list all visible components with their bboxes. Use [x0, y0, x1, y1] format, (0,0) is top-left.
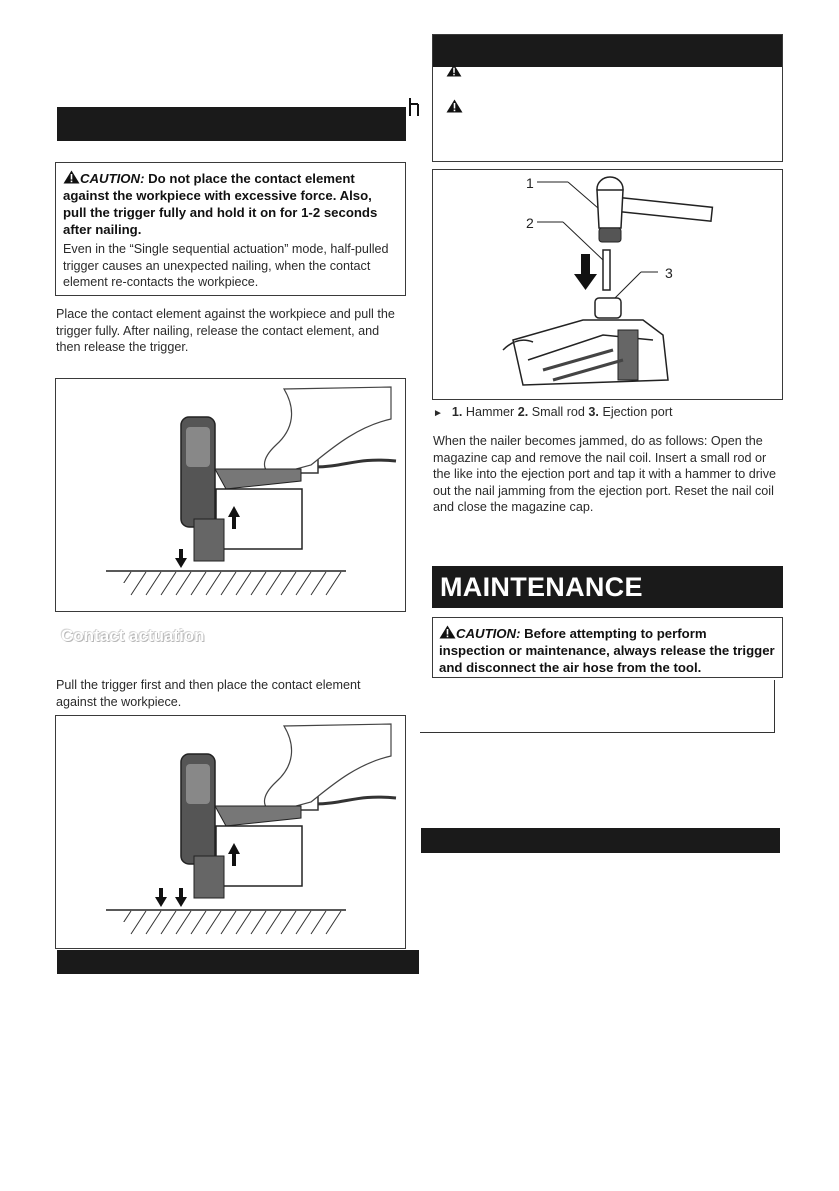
down-arrow-icon [175, 549, 187, 568]
left-bottom-header-bar [57, 950, 419, 974]
left-section-header-bar [57, 107, 406, 141]
callout-1: 1 [526, 175, 534, 191]
section-heading-contact-actuation: Contact actuation [61, 626, 205, 645]
paragraph-jam-clearing: When the nailer becomes jammed, do as follows: Open the magazine cap and remove the nail coil. Insert a small rod or the like into the ejection port and tap it with a hammer to drive out the nail jamming from the ejection port. Reset the nail coil and close the magazine cap. [433, 434, 777, 514]
right-warning-header-bar [433, 35, 782, 67]
caption-ejection-port: Ejection port [602, 405, 673, 419]
caution-text: Do not place the contact element against the workpiece with excessive force. Also, pull the trigger fully and hold it on for 1-2 seconds after nailing. [63, 171, 378, 237]
callout-2: 2 [526, 215, 534, 231]
caption-number-1: 1. [451, 405, 463, 419]
caution-word: CAUTION: [456, 626, 521, 641]
stray-mark [407, 96, 421, 118]
caption-hammer: Hammer [465, 405, 515, 419]
caption-number-2: 2. [517, 405, 529, 419]
figure-jam-clearing [432, 169, 783, 400]
paragraph-single-actuation: Place the contact element against the workpiece and pull the trigger fully. After nailing, release the contact element, and then release the trigger. [56, 307, 395, 354]
caption-arrow-icon: ► [433, 408, 443, 419]
nailer-illustration-2 [56, 716, 405, 948]
callout-3: 3 [665, 265, 673, 281]
empty-frame [420, 680, 775, 733]
right-caution-box [432, 617, 783, 678]
caution-word: CAUTION: [80, 171, 145, 186]
maintenance-heading [432, 566, 783, 608]
warning-icon [63, 170, 80, 184]
left-caution-box [55, 162, 406, 296]
right-warning-box [432, 34, 783, 162]
maintenance-heading-text: MAINTENANCE [440, 572, 643, 602]
caption-small-rod: Small rod [531, 405, 585, 419]
caution-title [63, 170, 398, 238]
warning-icon [439, 625, 456, 639]
figure-contact-actuation [55, 715, 406, 949]
nailer-illustration [56, 379, 405, 611]
warning-icon [446, 99, 463, 113]
warning-icon [446, 64, 462, 77]
right-bottom-header-bar [421, 828, 780, 853]
hammer-illustration [433, 170, 782, 399]
caution-text: Before attempting to perform inspection or maintenance, always release the trigger and disconnect the air hose from the tool. [439, 626, 775, 675]
caution-title [439, 625, 776, 676]
figure-caption [433, 404, 783, 423]
paragraph-contact-actuation: Pull the trigger first and then place the contact element against the workpiece. [56, 678, 361, 709]
figure-single-actuation [55, 378, 406, 612]
down-arrow-icon [574, 254, 597, 290]
caution-note: Even in the “Single sequential actuation” mode, half-pulled trigger causes an unexpected nailing, when the contact element re-contacts the workpiece. [63, 242, 389, 289]
down-arrow-icon [155, 888, 187, 907]
caption-number-3: 3. [588, 405, 599, 419]
